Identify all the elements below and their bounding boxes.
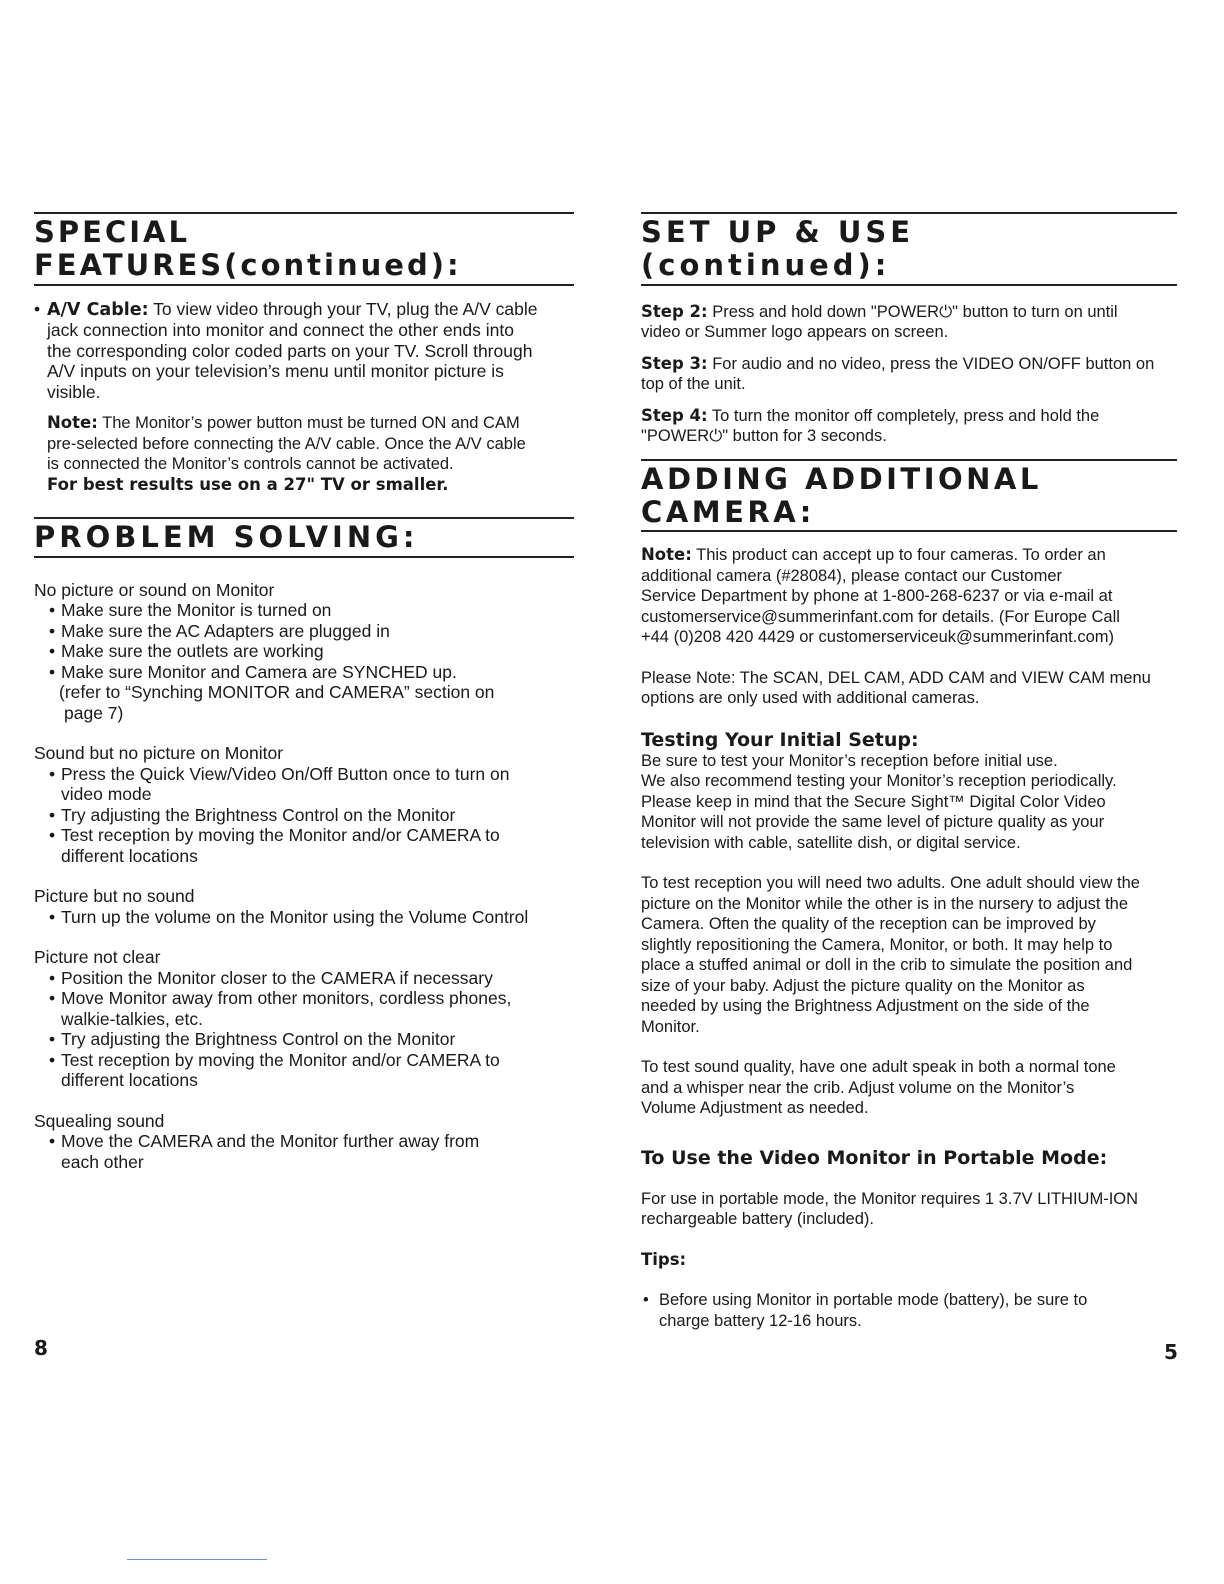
problem-group (34, 886, 574, 927)
page-number-left: 8 (34, 1336, 48, 1360)
problem-item: • Make sure the Monitor is turned on (49, 600, 332, 621)
problem-group (34, 947, 574, 1091)
problem-item-cont: different locations (61, 845, 198, 866)
tips-label: Tips: (641, 1249, 687, 1269)
problem-title: Squealing sound (34, 1110, 165, 1131)
note-text-0: The Monitor’s power button must be turned ON and CAM (102, 414, 520, 433)
problem-title: Picture not clear (34, 947, 161, 968)
problem-item: • Make sure Monitor and Camera are SYNCHED up. (49, 661, 457, 682)
problem-item-cont: different locations (61, 1070, 198, 1091)
problem-item: • Move Monitor away from other monitors, cordless phones, (49, 988, 512, 1009)
problem-item: • Move the CAMERA and the Monitor further away from (49, 1131, 480, 1152)
step-4: Step 4: To turn the monitor off completely, press and hold the "POWER⏻" button for 3 seconds. (641, 405, 1100, 446)
av-cable-text-2: the corresponding color coded parts on your TV. Scroll through (47, 340, 533, 361)
note-label: Note: (47, 413, 98, 433)
note-label: Note: (641, 545, 692, 565)
problem-item: • Try adjusting the Brightness Control on the Monitor (49, 804, 456, 825)
special-features-heading: SPECIAL FEATURES(continued): (34, 212, 574, 286)
problem-ref: page 7) (64, 702, 124, 723)
tip-item: • Before using Monitor in portable mode (battery), be sure to charge battery 12-16 hours. (643, 1291, 1088, 1330)
problem-item-cont: video mode (61, 784, 152, 805)
setup-use-heading: SET UP & USE (continued): (641, 212, 1177, 286)
adding-camera-heading: ADDING ADDITIONAL CAMERA: (641, 459, 1177, 533)
left-column (34, 212, 574, 1172)
step-label: Step 2: (641, 301, 708, 321)
reception-text: To test reception you will need two adults. One adult should view the picture on the Monitor while the other is in the nursery to adjust the Camera. Often the quality of the reception can be improved by slightly repositioning the Camera, Monitor, or both. It may help to place a stuffed animal or doll in the crib to simulate the position and size of your baby. Adjust the picture quality on the Monitor as needed by using the Brightness Adjustment on the side of the Monitor. (641, 874, 1140, 1036)
problem-solving-heading: PROBLEM SOLVING: (34, 517, 574, 557)
testing-text: Be sure to test your Monitor’s reception before initial use. We also recommend testing your Monitor’s reception periodically. Please keep in mind that the Secure Sight™ Digital Color Video Monitor will not provide the same level of picture quality as your television with cable, satellite dish, or digital service. (641, 751, 1117, 852)
problem-group (34, 580, 574, 724)
problem-item: • Make sure the AC Adapters are plugged in (49, 620, 390, 641)
camera-note: Note: This product can accept up to four cameras. To order an additional camera (#28084), please contact our Customer Service Department by phone at 1-800-268-6237 or via e-mail at customerservice@summerinfant.com for details. (For Europe Call +44 (0)208 420 4429 or customerserviceuk@summerinfant.com) (641, 545, 1120, 647)
problem-item: • Try adjusting the Brightness Control on the Monitor (49, 1029, 456, 1050)
step-3: Step 3: For audio and no video, press the VIDEO ON/OFF button on top of the unit. (641, 353, 1155, 394)
problem-group (34, 743, 574, 866)
problem-title: No picture or sound on Monitor (34, 579, 275, 600)
av-cable-text-4: visible. (47, 381, 101, 402)
problem-item: • Test reception by moving the Monitor and/or CAMERA to (49, 1049, 500, 1070)
note-text-1: pre-selected before connecting the A/V cable. Once the A/V cable (47, 434, 526, 453)
problem-item: • Position the Monitor closer to the CAMERA if necessary (49, 967, 493, 988)
problem-group (34, 1111, 574, 1173)
problem-ref: (refer to “Synching MONITOR and CAMERA” section on (59, 682, 495, 703)
best-results-text: For best results use on a 27" TV or smaller. (47, 474, 449, 494)
please-note: Please Note: The SCAN, DEL CAM, ADD CAM and VIEW CAM menu options are only used with additional cameras. (641, 668, 1151, 708)
step-label: Step 4: (641, 405, 708, 425)
av-cable-item (34, 299, 574, 403)
problem-title: Sound but no picture on Monitor (34, 743, 284, 764)
problem-title: Picture but no sound (34, 886, 195, 907)
divider-line (127, 1559, 267, 1560)
sound-text: To test sound quality, have one adult speak in both a normal tone and a whisper near the crib. Adjust volume on the Monitor’s Volume Adjustment as needed. (641, 1058, 1116, 1118)
right-column (641, 212, 1177, 1331)
av-cable-label: A/V Cable: (47, 299, 149, 320)
testing-heading: Testing Your Initial Setup: (641, 728, 919, 751)
problem-item: • Test reception by moving the Monitor and/or CAMERA to (49, 825, 500, 846)
av-cable-text-0: To view video through your TV, plug the A/V cable (153, 298, 538, 319)
bullet-icon: • (643, 1291, 649, 1310)
problem-item: • Make sure the outlets are working (49, 641, 324, 662)
problem-item-cont: walkie-talkies, etc. (61, 1008, 203, 1029)
step-2: Step 2: Press and hold down "POWER⏻" button to turn on until video or Summer logo appears on screen. (641, 301, 1118, 342)
problem-list (34, 580, 574, 1173)
problem-item: • Turn up the volume on the Monitor using the Volume Control (49, 906, 529, 927)
problem-item: • Press the Quick View/Video On/Off Button once to turn on (49, 763, 510, 784)
note-text-2: is connected the Monitor’s controls cannot be activated. (47, 455, 454, 474)
note-block (34, 413, 574, 495)
portable-heading: To Use the Video Monitor in Portable Mode: (641, 1146, 1108, 1169)
av-cable-text-1: jack connection into monitor and connect the other ends into (47, 320, 514, 341)
portable-text: For use in portable mode, the Monitor requires 1 3.7V LITHIUM-ION rechargeable battery (included). (641, 1189, 1139, 1229)
av-cable-text-3: A/V inputs on your television’s menu until monitor picture is (47, 361, 504, 382)
step-label: Step 3: (641, 353, 708, 373)
problem-item-cont: each other (61, 1151, 144, 1172)
bullet-icon: • (34, 298, 41, 319)
page-number-right: 5 (1164, 1340, 1178, 1364)
